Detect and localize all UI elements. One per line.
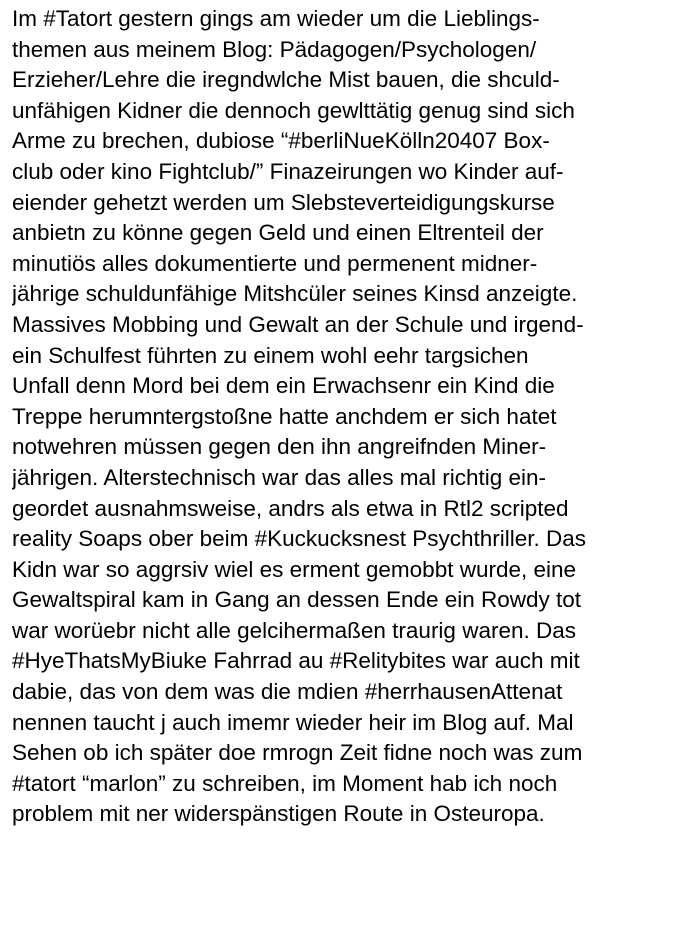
text-line-10: jährige schuldunfähige Mitshcüler seines Kinsd anzeigte.	[12, 281, 578, 307]
text-line-20: Gewaltspiral kam in Gang an dessen Ende ein Rowdy tot	[12, 587, 582, 613]
text-line-6: club oder kino Fightclub/” Finazeirungen wo Kinder auf-	[12, 158, 564, 184]
text-line-2: themen aus meinem Blog: Pädagogen/Psychologen/	[12, 36, 537, 62]
text-line-25: Sehen ob ich später doe rmrogn Zeit fidne noch was zum	[12, 740, 583, 766]
text-line-1: Im #Tatort gestern gings am wieder um die Lieblings-	[12, 6, 540, 31]
text-line-11: Massives Mobbing und Gewalt an der Schule und irgend-	[12, 311, 584, 337]
text-line-26: #tatort “marlon” zu schreiben, im Moment hab ich noch	[12, 770, 558, 796]
text-line-8: anbietn zu könne gegen Geld und einen Eltrenteil der	[12, 220, 544, 246]
text-line-18: reality Soaps ober beim #Kuckucksnest Psychthriller. Das	[12, 526, 587, 552]
text-line-22: #HyeThatsMyBiuke Fahrrad au #Relitybites war auch mit	[12, 648, 580, 674]
text-line-3: Erzieher/Lehre die iregndwlche Mist bauen, die shculd-	[12, 67, 560, 93]
text-line-15: notwehren müssen gegen den ihn angreifnden Miner-	[12, 434, 547, 460]
text-line-17: geordet ausnahmsweise, andrs als etwa in Rtl2 scripted	[12, 495, 569, 521]
blog-post-text	[12, 4, 676, 830]
text-line-4: unfähigen Kidner die dennoch gewlttätig genug sind sich	[12, 97, 575, 123]
text-line-5: Arme zu brechen, dubiose “#berliNueKölln20407 Box-	[12, 128, 550, 154]
text-line-21: war worüebr nicht alle gelcihermaßen traurig waren. Das	[12, 617, 576, 643]
text-line-7: eiender gehetzt werden um Slebsteverteidigungskurse	[12, 189, 555, 215]
text-line-23: dabie, das von dem was die mdien #herrhausenAttenat	[12, 679, 563, 705]
text-line-14: Treppe herumntergstoßne hatte anchdem er sich hatet	[12, 403, 557, 429]
text-line-12: ein Schulfest führten zu einem wohl eehr targsichen	[12, 342, 529, 368]
text-line-27: problem mit ner widerspänstigen Route in Osteuropa.	[12, 801, 545, 827]
text-line-13: Unfall denn Mord bei dem ein Erwachsenr ein Kind die	[12, 373, 555, 399]
text-line-24: nennen taucht j auch imemr wieder heir im Blog auf. Mal	[12, 709, 574, 735]
text-line-16: jährigen. Alterstechnisch war das alles mal richtig ein-	[12, 464, 546, 490]
text-line-9: minutiös alles dokumentierte und permenent midner-	[12, 250, 538, 276]
text-line-19: Kidn war so aggrsiv wiel es erment gemobbt wurde, eine	[12, 556, 577, 582]
